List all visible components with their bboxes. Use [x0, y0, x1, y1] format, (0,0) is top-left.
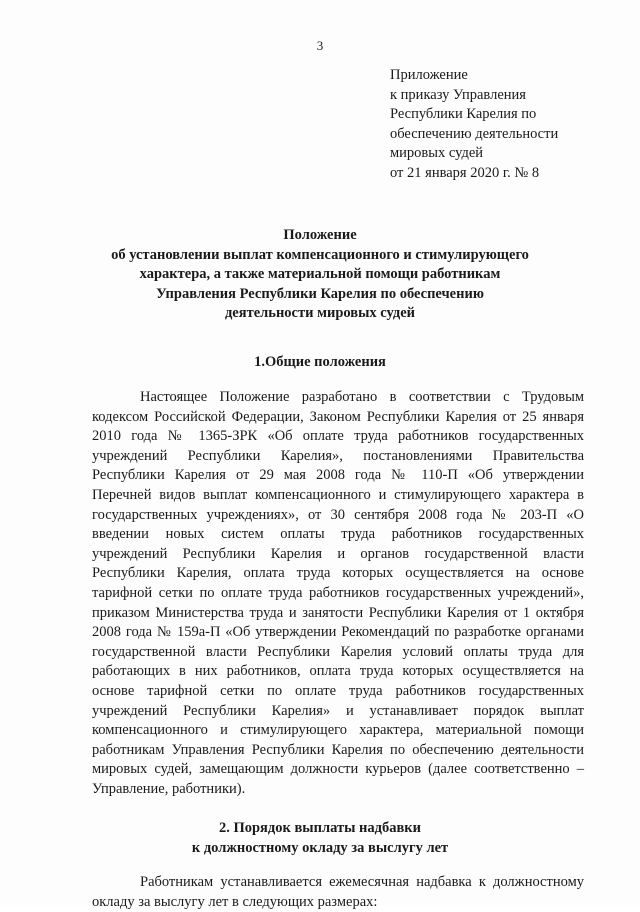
paragraph-line: 2010 года № 1365-ЗРК «Об оплате труда работников государственных [92, 428, 584, 445]
appendix-line: мировых судей [390, 145, 484, 162]
paragraph-line: работающих в них работников, оплата труда которых осуществляется на [92, 663, 584, 680]
title-line: Управления Республики Карелия по обеспечению [156, 285, 484, 302]
section-heading-line: 2. Порядок выплаты надбавки [218, 820, 422, 836]
paragraph-line: основе тарифной сетки по оплате труда работников государственных [92, 682, 584, 699]
appendix-line: от 21 января 2020 г. № 8 [390, 164, 540, 181]
page-number: 3 [316, 38, 324, 53]
appendix-line: Приложение [390, 67, 468, 83]
paragraph-line: учреждений Республики Карелия и органов государственной власти [92, 545, 584, 562]
paragraph-line: учреждений Республики Карелия» и устанавливает порядок выплат [92, 702, 584, 719]
title-line: деятельности мировых судей [224, 305, 416, 322]
title-line: характера, а также материальной помощи работникам [139, 266, 501, 283]
paragraph-line: государственной власти Республики Карелия условий оплаты труда для [92, 643, 584, 660]
paragraph-line: тарифной сетки по оплате труда работников государственных учреждений», [92, 584, 584, 601]
paragraph-line: окладу за выслугу лет в следующих размерах: [92, 893, 378, 910]
appendix-line: Республики Карелия по [390, 106, 537, 123]
section-2-heading [0, 819, 640, 858]
paragraph-line: приказом Министерства труда и занятости Республики Карелия от 1 октября [92, 604, 584, 621]
paragraph-line: государственных учреждениях», от 30 сентября 2008 года № 203-П «О [92, 506, 584, 523]
paragraph-line: Республики Карелия, оплата труда которых осуществляется на основе [92, 565, 584, 582]
document-title [0, 226, 640, 324]
paragraph-line: Перечней видов выплат компенсационного и стимулирующего характера в [92, 486, 584, 503]
paragraph-line: Республики Карелия от 29 мая 2008 года № 110-П «Об утверждении [92, 467, 584, 484]
appendix-block [390, 66, 620, 184]
paragraph-line: Управление, работники). [92, 780, 246, 797]
section-2-paragraph [92, 873, 584, 912]
appendix-line: к приказу Управления [390, 86, 526, 103]
paragraph-line: кодексом Российской Федерации, Законом Республики Карелия от 25 января [92, 408, 584, 425]
paragraph-line: 2008 года № 159а-П «Об утверждении Рекомендаций по разработке органами [92, 624, 584, 641]
section-1-heading [0, 353, 640, 373]
section-heading-line: 1.Общие положения [254, 354, 386, 370]
paragraph-line: работникам Управления Республики Карелия по обеспечению деятельности [92, 741, 584, 758]
section-heading-line: к должностному окладу за выслугу лет [191, 839, 449, 856]
paragraph-line: мировых судей, замещающим должности курьеров (далее соответственно – [92, 761, 584, 778]
paragraph-line: Работникам устанавливается ежемесячная надбавка к должностному [140, 874, 584, 890]
title-line: Положение [283, 227, 357, 243]
paragraph-line: Настоящее Положение разработано в соответствии с Трудовым [140, 389, 584, 405]
paragraph-line: компенсационного и стимулирующего характера, материальной помощи [92, 722, 584, 739]
appendix-line: обеспечению деятельности [390, 125, 559, 142]
paragraph-line: введении новых систем оплаты труда работников государственных [92, 526, 584, 543]
title-line: об установлении выплат компенсационного и стимулирующего [111, 246, 529, 263]
paragraph-line: учреждений Республики Карелия», постановлениями Правительства [92, 447, 584, 464]
section-1-paragraph [92, 388, 584, 799]
